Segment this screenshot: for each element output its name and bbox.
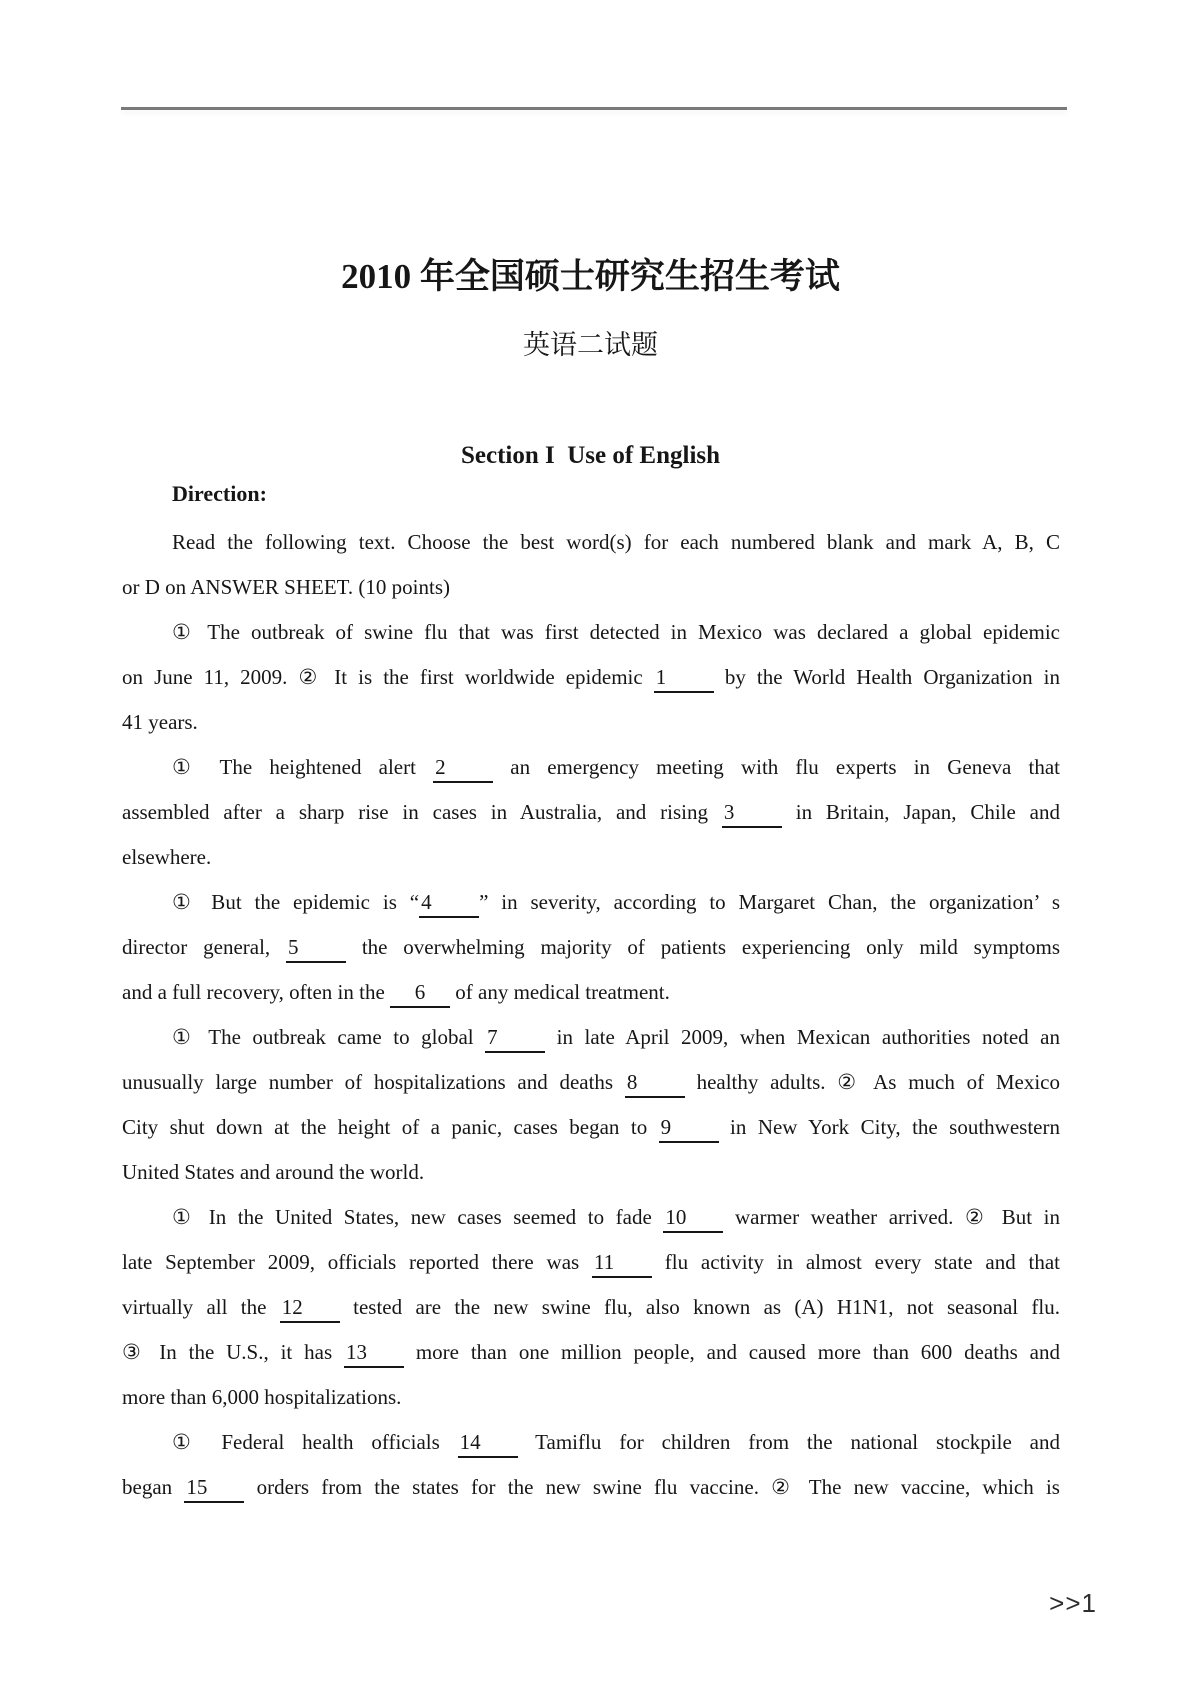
blank-6: 6: [390, 980, 450, 1008]
header-rule: [121, 107, 1067, 110]
blank-14: 14: [458, 1430, 518, 1458]
text-line: director general, 5 the overwhelming majority of patients experiencing only mild symptoms: [122, 925, 1060, 970]
text-line: assembled after a sharp rise in cases in Australia, and rising 3 in Britain, Japan, Chile and: [122, 790, 1060, 835]
exam-subtitle: 英语二试题: [523, 330, 658, 360]
blank-13: 13: [344, 1340, 404, 1368]
blank-15: 15: [184, 1475, 244, 1503]
blank-11: 11: [592, 1250, 652, 1278]
blank-7: 7: [485, 1025, 545, 1053]
direction-label: Direction:: [172, 481, 267, 506]
text-line: United States and around the world.: [122, 1160, 425, 1184]
blank-4: 4: [419, 890, 479, 918]
text-line: elsewhere.: [122, 845, 212, 869]
text-line: ① The outbreak of swine flu that was first detected in Mexico was declared a global epidemic: [172, 620, 1060, 644]
text-line: 41 years.: [122, 710, 198, 734]
blank-10: 10: [663, 1205, 723, 1233]
blank-8: 8: [625, 1070, 685, 1098]
passage-body: [122, 520, 1060, 1510]
section-heading: Section I Use of English: [460, 442, 721, 469]
text-line: on June 11, 2009. ② It is the first worldwide epidemic 1 by the World Health Organization in: [122, 655, 1060, 700]
page-marker: >>1: [1049, 1588, 1097, 1618]
text-line: ① In the United States, new cases seemed to fade 10 warmer weather arrived. ② But in: [122, 1195, 1060, 1240]
blank-12: 12: [280, 1295, 340, 1323]
text-line: more than 6,000 hospitalizations.: [122, 1385, 402, 1409]
text-line: began 15 orders from the states for the new swine flu vaccine. ② The new vaccine, which is: [122, 1465, 1060, 1510]
blank-1: 1: [654, 665, 714, 693]
text-line: Read the following text. Choose the best word(s) for each numbered blank and mark A, B, C: [172, 530, 1060, 554]
text-line: ① Federal health officials 14 Tamiflu for children from the national stockpile and: [122, 1420, 1060, 1465]
exam-title: 2010 年全国硕士研究生招生考试: [341, 257, 840, 296]
blank-3: 3: [722, 800, 782, 828]
text-line: ③ In the U.S., it has 13 more than one million people, and caused more than 600 deaths and: [122, 1330, 1060, 1375]
text-line: late September 2009, officials reported there was 11 flu activity in almost every state and that: [122, 1240, 1060, 1285]
text-line: unusually large number of hospitalizations and deaths 8 healthy adults. ② As much of Mexico: [122, 1060, 1060, 1105]
blank-5: 5: [286, 935, 346, 963]
text-line: ① The outbreak came to global 7 in late April 2009, when Mexican authorities noted an: [122, 1015, 1060, 1060]
text-line: or D on ANSWER SHEET. (10 points): [122, 575, 451, 599]
text-line: virtually all the 12 tested are the new swine flu, also known as (A) H1N1, not seasonal flu.: [122, 1285, 1060, 1330]
text-line: ① The heightened alert 2 an emergency meeting with flu experts in Geneva that: [122, 745, 1060, 790]
text-line: City shut down at the height of a panic, cases began to 9 in New York City, the southwestern: [122, 1105, 1060, 1150]
text-line: and a full recovery, often in the 6 of any medical treatment.: [122, 970, 1060, 1015]
blank-9: 9: [659, 1115, 719, 1143]
blank-2: 2: [433, 755, 493, 783]
text-line: ① But the epidemic is “4 ” in severity, according to Margaret Chan, the organization’ s: [122, 880, 1060, 925]
